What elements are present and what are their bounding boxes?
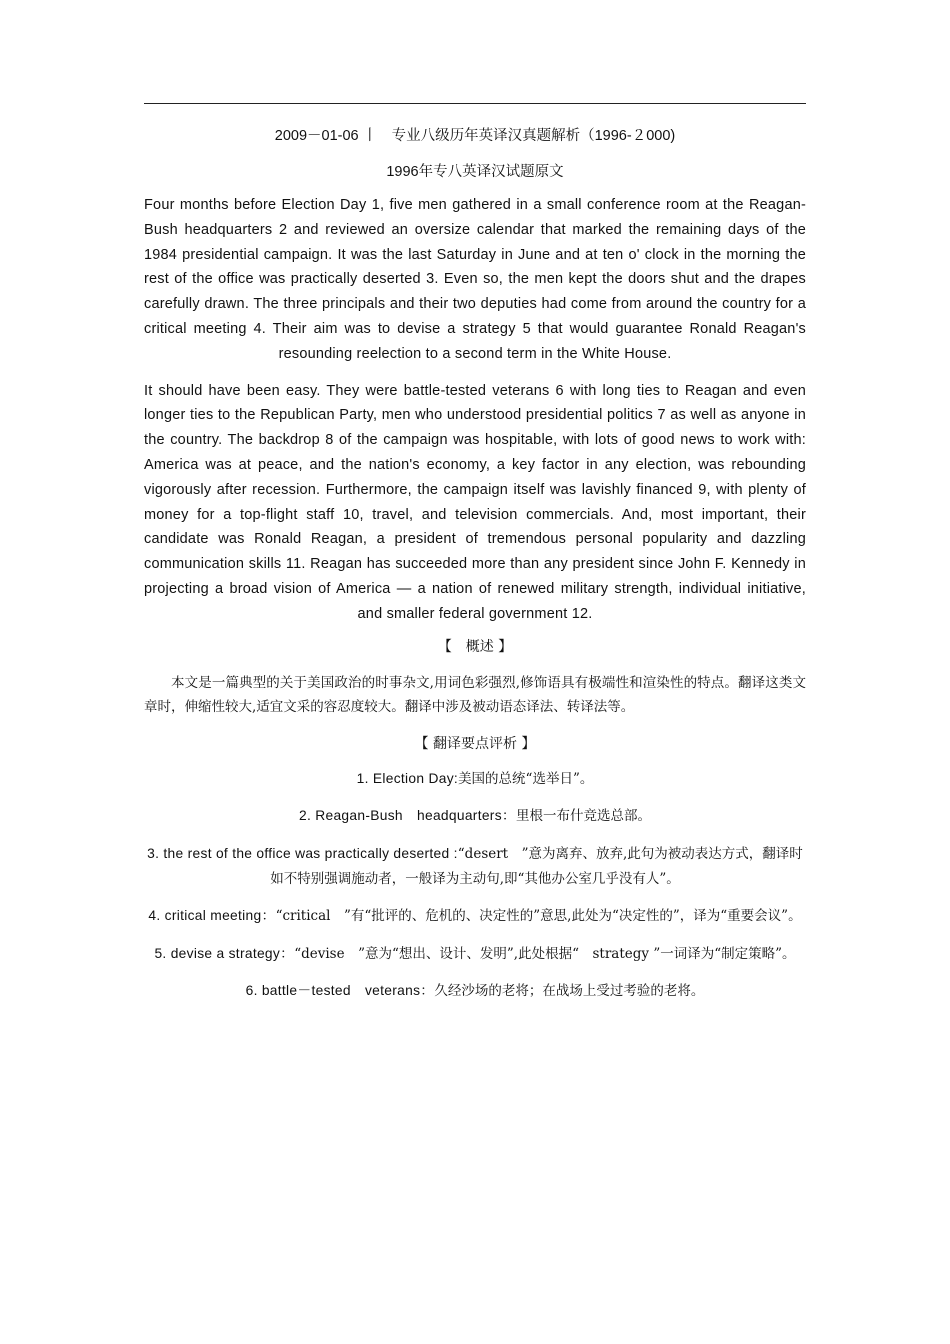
point-term: 4. critical meeting： [148,908,276,924]
point-note: “desert ”意为离弃、放弃,此句为被动表达方式，翻译时如不特别强调施动者，一般译为主动句,即“其他办公室几乎没有人”。 [270,845,803,887]
translation-point-6 [144,979,806,1004]
translation-point-2 [144,804,806,829]
translation-point-5 [144,942,806,967]
translation-points-heading: 【 翻译要点评析 】 [414,735,536,752]
point-term: 5. devise a strategy： [154,945,295,961]
point-term: 2. Reagan-Bush headquarters： [298,808,516,824]
point-term: 6. battle－tested veterans： [245,983,435,999]
source-paragraph-1: Four months before Election Day 1, five men gathered in a small conference room at the Reagan-Bush headquarters 2 and reviewed an oversize calendar that marked the remaining days of the 1984 presidential campaign. It was the last Saturday in June and at ten o' clock in the morning the rest of the office was practically deserted 3. Even so, the men kept the doors shut and the drapes carefully drawn. The three principals and their two deputies had come from around the country for a critical meeting 4. Their aim was to devise a strategy 5 that would guarantee Ronald Reagan's resounding reelection to a second term in the White House. [144,197,806,362]
point-term: 1. Election Day: [356,770,459,786]
point-note: 久经沙场的老将；在战场上受过考验的老将。 [434,983,705,1000]
point-note: “devise ”意为“想出、设计、发明”,此处根据“ strategy ”一词译为“制定策略”。 [294,945,796,962]
translation-point-3 [144,842,806,891]
overview-heading: 【 概述 】 [437,638,513,655]
translation-point-4 [144,904,806,929]
top-rule [144,103,806,104]
translation-point-1 [144,767,806,792]
point-term: 3. the rest of the office was practically deserted : [147,845,458,861]
document-content [144,118,806,1004]
overview-text: 本文是一篇典型的关于美国政治的时事杂文,用词色彩强烈,修饰语具有极端性和渲染性的特点。翻译这类文章时，伸缩性较大,适宜文采的容忍度较大。翻译中涉及被动语态译法、转译法等。 [144,674,806,716]
point-note: “critical ”有“批评的、危机的、决定性的”意思,此处为“决定性的”，译为“重要会议”。 [275,908,802,925]
document-date-title: 2009－01-06 丨 专业八级历年英译汉真题解析（1996-２000) [274,128,676,144]
point-note: 美国的总统“选举日”。 [458,770,594,787]
source-paragraph-2: It should have been easy. They were battle-tested veterans 6 with long ties to Reagan and even longer ties to the Republican Party, men who understood presidential politics 7 as well as anyone in the country. The backdrop 8 of the campaign was hospitable, with lots of good news to work with: America was at peace, and the nation's economy, a key factor in any election, was rebounding vigorously after recession. Furthermore, the campaign itself was lavishly financed 9, with plenty of money for a top-flight staff 10, travel, and television commercials. And, most important, their candidate was Ronald Reagan, a president of tremendous personal popularity and dazzling communication skills 11. Reagan has succeeded more than any president since John F. Kennedy in projecting a broad vision of America — a nation of renewed military strength, individual initiative, and smaller federal government 12. [144,382,806,622]
exam-title: 1996年专八英译汉试题原文 [386,164,564,180]
point-note: 里根一布什竞选总部。 [516,808,651,825]
